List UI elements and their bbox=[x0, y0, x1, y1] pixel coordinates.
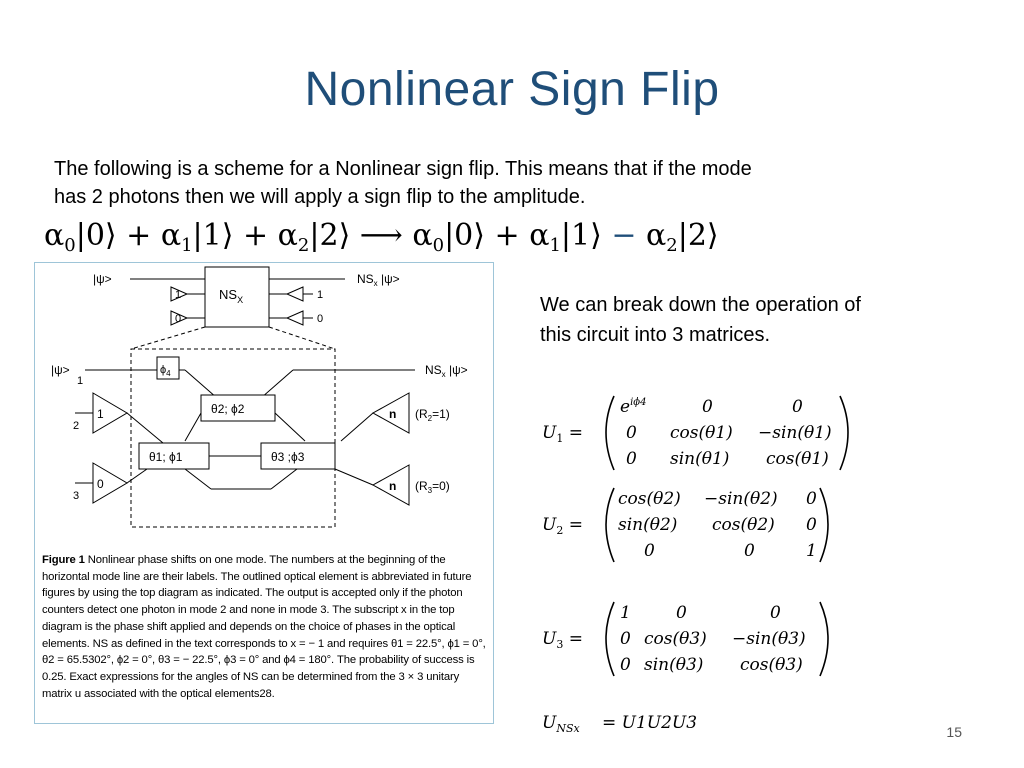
final-product-svg bbox=[540, 706, 760, 740]
caption-figure-label: Figure 1 bbox=[42, 554, 85, 566]
mode3-source-label: 0 bbox=[97, 477, 104, 491]
u2-cell-2-2: 1 bbox=[806, 541, 817, 561]
theta1-phi1-label: θ1; ϕ1 bbox=[149, 450, 183, 464]
eq-ket-1-out: |1⟩ bbox=[560, 218, 612, 253]
eq-alpha-2-out: α bbox=[636, 218, 667, 253]
eq-sub-2-out: 2 bbox=[666, 235, 678, 256]
mode1-output-label: $NS_x$ |ψ> bbox=[425, 363, 468, 379]
u1-cell-1-2: −sin(θ1) bbox=[758, 423, 832, 443]
ns-box-label: $NS_X$ bbox=[219, 287, 244, 305]
eq-sub-0: 0 bbox=[64, 235, 76, 256]
eq-alpha-2: α bbox=[277, 218, 298, 253]
circuit-figure bbox=[34, 262, 494, 724]
matrix-u3-svg bbox=[540, 594, 870, 682]
top-right-label-0: 0 bbox=[317, 313, 324, 325]
r3-label: $(R_3=0)$ bbox=[415, 479, 450, 495]
detector-top-n: n bbox=[389, 407, 397, 421]
intro-line-2: has 2 photons then we will apply a sign flip to the amplitude. bbox=[54, 186, 586, 208]
intro-text bbox=[54, 155, 974, 211]
u1-cell-2-0: 0 bbox=[626, 449, 637, 469]
u2-cell-2-1: 0 bbox=[744, 541, 755, 561]
eq-sub-1: 1 bbox=[181, 235, 193, 256]
side-note bbox=[540, 290, 980, 350]
u2-left-paren bbox=[606, 488, 614, 562]
eq-sub-0-out: 0 bbox=[432, 235, 445, 256]
top-right-triangle-1 bbox=[287, 287, 303, 301]
u1-left-paren bbox=[606, 396, 614, 470]
u1-label: $U_1$ = bbox=[542, 423, 583, 445]
theta2-to-theta3 bbox=[275, 413, 305, 441]
u3-cell-1-1: cos(θ3) bbox=[644, 629, 707, 649]
projection-line-left bbox=[131, 327, 205, 349]
ns-top-diagram bbox=[93, 267, 400, 327]
theta3-to-det-top bbox=[341, 413, 373, 441]
u1-cell-1-1: cos(θ1) bbox=[670, 423, 733, 443]
detector-bottom-n: n bbox=[389, 479, 397, 493]
eq-ket-2-out: |2⟩ bbox=[677, 218, 719, 253]
theta2-to-theta1 bbox=[185, 413, 201, 441]
u2-cell-0-2: 0 bbox=[806, 489, 817, 509]
u2-cell-1-2: 0 bbox=[806, 515, 817, 535]
u3-right-paren bbox=[820, 602, 828, 676]
theta3-phi3-label: θ3 ;ϕ3 bbox=[271, 450, 305, 464]
eq-alpha-1: α bbox=[160, 218, 182, 253]
mode2-source-label: 1 bbox=[97, 407, 104, 421]
theta1-to-bottom bbox=[185, 469, 211, 489]
eq-alpha-0-out: α bbox=[412, 218, 433, 253]
side-note-line-1: We can break down the operation of bbox=[540, 294, 861, 316]
u2-label: $U_2$ = bbox=[542, 515, 583, 537]
matrix-u1-svg bbox=[540, 388, 870, 476]
u3-left-paren bbox=[606, 602, 614, 676]
eq-ket-0-out: |0⟩ + bbox=[444, 218, 530, 253]
eq-sub-1-out: 1 bbox=[549, 235, 561, 256]
top-input-label: |ψ> bbox=[93, 272, 112, 286]
u1-cell-1-0: 0 bbox=[626, 423, 637, 443]
eq-alpha-1-out: α bbox=[529, 218, 550, 253]
u1-cell-0-0: $e^{i\phi 4}$ bbox=[620, 397, 647, 417]
u1-cell-2-1: sin(θ1) bbox=[670, 449, 730, 469]
matrix-u2-svg bbox=[540, 480, 870, 568]
u1-cell-0-2: 0 bbox=[792, 397, 803, 417]
mode2-number: 2 bbox=[73, 420, 80, 432]
top-left-label-1: 1 bbox=[175, 289, 182, 301]
slide-title: Nonlinear Sign Flip bbox=[304, 63, 720, 116]
mode3-number: 3 bbox=[73, 490, 80, 502]
final-lhs: $U_{NSx}$ bbox=[542, 713, 580, 735]
r2-label: $(R_2=1)$ bbox=[415, 407, 450, 423]
u3-cell-1-2: −sin(θ3) bbox=[732, 629, 806, 649]
top-output-label: $NS_x$ |ψ> bbox=[357, 272, 400, 288]
u3-cell-0-0: 1 bbox=[620, 603, 631, 623]
u1-cell-0-1: 0 bbox=[702, 397, 713, 417]
u1-right-paren bbox=[840, 396, 848, 470]
eq-alpha-0: α bbox=[44, 218, 65, 253]
u2-cell-0-0: cos(θ2) bbox=[618, 489, 681, 509]
final-rhs: = U1U2U3 bbox=[602, 713, 698, 733]
bottom-to-theta3 bbox=[271, 469, 297, 489]
final-product-equation bbox=[540, 706, 760, 740]
top-left-label-0: 0 bbox=[175, 313, 182, 325]
u3-cell-1-0: 0 bbox=[620, 629, 631, 649]
matrix-u3 bbox=[540, 594, 870, 682]
theta2-phi2-label: θ2; ϕ2 bbox=[211, 402, 245, 416]
matrix-u1 bbox=[540, 388, 870, 476]
figure-caption bbox=[42, 552, 487, 702]
u3-cell-2-1: sin(θ3) bbox=[644, 655, 704, 675]
eq-minus-sign: − bbox=[611, 218, 637, 253]
matrix-u2 bbox=[540, 480, 870, 568]
u3-cell-2-0: 0 bbox=[620, 655, 631, 675]
intro-line-1: The following is a scheme for a Nonlinear sign flip. This means that if the mode bbox=[54, 158, 752, 180]
top-right-label-1: 1 bbox=[317, 289, 324, 301]
mode3-to-theta1 bbox=[127, 469, 147, 483]
u3-cell-0-1: 0 bbox=[676, 603, 687, 623]
sign-flip-equation bbox=[44, 218, 744, 264]
eq-ket-1: |1⟩ + bbox=[192, 218, 278, 253]
u2-right-paren bbox=[820, 488, 828, 562]
mode1-number: 1 bbox=[77, 375, 84, 387]
circuit-diagram bbox=[35, 263, 493, 553]
top-right-triangle-0 bbox=[287, 311, 303, 325]
eq-ket-0: |0⟩ + bbox=[75, 218, 161, 253]
u3-label: $U_3$ = bbox=[542, 629, 583, 651]
u2-cell-0-1: −sin(θ2) bbox=[704, 489, 778, 509]
u2-cell-2-0: 0 bbox=[644, 541, 655, 561]
eq-sub-2: 2 bbox=[297, 235, 310, 256]
projection-line-right bbox=[269, 327, 335, 349]
u3-cell-2-2: cos(θ3) bbox=[740, 655, 803, 675]
mode1-input-label: |ψ> bbox=[51, 363, 70, 377]
page-number: 15 bbox=[946, 724, 962, 740]
caption-body: Nonlinear phase shifts on one mode. The numbers at the beginning of the horizontal mode line are their labels. The outlined optical element is abbreviated in future figures by using the top diagram as indicated. The output is accepted only if the photon counters detect one photon in mode 2 and none in mode 3. The subscript x in the top diagram is the phase shift applied and depends on the choice of phases in the optical elements. NS as defined in the text corresponds to x = − 1 and requires θ1 = 22.5°, ϕ1 = 0°, θ2 = 65.5302°, ϕ2 = 0°, θ3 = − 22.5°, ϕ3 = 0° and ϕ4 = 180°. The probability of success is 0.25. Exact expressions for the angles of NS can be determined from the 3 × 3 unitary matrix u associated with the optical elements28. bbox=[42, 554, 486, 700]
phi4-label: $\phi_4$ bbox=[160, 364, 171, 378]
u2-cell-1-1: cos(θ2) bbox=[712, 515, 775, 535]
u3-cell-0-2: 0 bbox=[770, 603, 781, 623]
theta3-to-det-bottom bbox=[335, 469, 373, 485]
eq-ket-2-arrow: |2⟩ ⟶ bbox=[309, 218, 413, 253]
u1-cell-2-2: cos(θ1) bbox=[766, 449, 829, 469]
u2-cell-1-0: sin(θ2) bbox=[618, 515, 678, 535]
side-note-line-2: this circuit into 3 matrices. bbox=[540, 324, 771, 346]
